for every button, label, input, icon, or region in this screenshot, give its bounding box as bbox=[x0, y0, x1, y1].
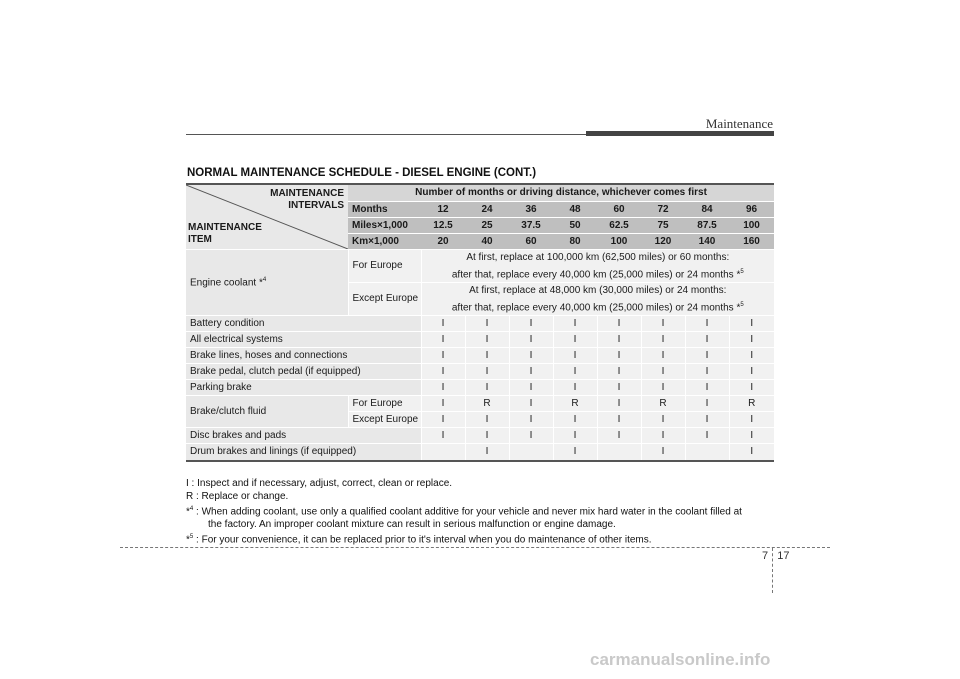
months-cell: 60 bbox=[597, 201, 641, 217]
table-corner bbox=[186, 184, 348, 249]
km-label: Km×1,000 bbox=[348, 233, 421, 249]
miles-cell: 12.5 bbox=[421, 217, 465, 233]
miles-cell: 25 bbox=[465, 217, 509, 233]
engine-coolant-label: Engine coolant *$^4$ bbox=[186, 249, 348, 316]
table-row: Brake/clutch fluid For Europe I R I R I R I R bbox=[186, 396, 774, 412]
table-row: Drum brakes and linings (if equipped) I I I I bbox=[186, 444, 774, 461]
months-cell: 72 bbox=[641, 201, 685, 217]
schedule-heading: NORMAL MAINTENANCE SCHEDULE - DIESEL ENGINE (CONT.) bbox=[187, 167, 537, 179]
km-cell: 60 bbox=[509, 233, 553, 249]
km-cell: 160 bbox=[729, 233, 774, 249]
km-cell: 20 bbox=[421, 233, 465, 249]
miles-cell: 87.5 bbox=[685, 217, 729, 233]
watermark: carmanualsonline.info bbox=[590, 650, 771, 669]
months-cell: 12 bbox=[421, 201, 465, 217]
miles-cell: 62.5 bbox=[597, 217, 641, 233]
header-rule-accent bbox=[586, 131, 774, 136]
corner-intervals-label: MAINTENANCE INTERVALS bbox=[270, 188, 344, 211]
table-row: Brake lines, hoses and connections I I I I I I I I bbox=[186, 348, 774, 364]
header-rule bbox=[186, 134, 586, 135]
km-cell: 40 bbox=[465, 233, 509, 249]
maintenance-schedule-table bbox=[186, 183, 774, 462]
span-header: Number of months or driving distance, whichever comes first bbox=[348, 184, 774, 201]
km-cell: 80 bbox=[553, 233, 597, 249]
note-5: *$^5$ : For your convenience, it can be replaced prior to it's interval when you do maintenance of other items. bbox=[186, 534, 652, 546]
note-4-continued: the factory. An improper coolant mixture can result in serious malfunction or engine damage. bbox=[208, 518, 616, 530]
km-cell: 140 bbox=[685, 233, 729, 249]
table-row: Brake pedal, clutch pedal (if equipped) I I I I I I I I bbox=[186, 364, 774, 380]
months-cell: 24 bbox=[465, 201, 509, 217]
miles-label: Miles×1,000 bbox=[348, 217, 421, 233]
miles-cell: 37.5 bbox=[509, 217, 553, 233]
note-inspect: I : Inspect and if necessary, adjust, correct, clean or replace. bbox=[186, 478, 453, 489]
miles-cell: 75 bbox=[641, 217, 685, 233]
note-4: *$^4$ : When adding coolant, use only a qualified coolant additive for your vehicle and never mix hard water in the coolant filled at bbox=[186, 506, 742, 518]
page-number: 7 17 bbox=[762, 550, 790, 562]
miles-cell: 50 bbox=[553, 217, 597, 233]
table-row: Except Europe I I I I I I I I bbox=[186, 412, 774, 428]
km-cell: 120 bbox=[641, 233, 685, 249]
brake-fluid-label: Brake/clutch fluid bbox=[186, 396, 348, 428]
months-cell: 48 bbox=[553, 201, 597, 217]
miles-cell: 100 bbox=[729, 217, 774, 233]
table-row: All electrical systems I I I I I I I I bbox=[186, 332, 774, 348]
coolant-except-interval: At first, replace at 48,000 km (30,000 miles) or 24 months: after that, replace every 40,000 km (25,000 miles) or 24 months *$^5$ bbox=[421, 282, 774, 315]
km-cell: 100 bbox=[597, 233, 641, 249]
months-label: Months bbox=[348, 201, 421, 217]
months-cell: 84 bbox=[685, 201, 729, 217]
legend-notes bbox=[186, 478, 776, 547]
note-replace: R : Replace or change. bbox=[186, 490, 289, 502]
coolant-europe-label: For Europe bbox=[348, 249, 421, 282]
page-number-separator bbox=[772, 548, 773, 593]
months-cell: 96 bbox=[729, 201, 774, 217]
table-row: Battery condition I I I I I I I I bbox=[186, 316, 774, 332]
months-cell: 36 bbox=[509, 201, 553, 217]
section-title: Maintenance bbox=[705, 116, 773, 131]
table-row: Disc brakes and pads I I I I I I I I bbox=[186, 428, 774, 444]
table-row: Parking brake I I I I I I I I bbox=[186, 380, 774, 396]
corner-item-label: MAINTENANCE ITEM bbox=[188, 221, 262, 245]
coolant-europe-interval: At first, replace at 100,000 km (62,500 miles) or 60 months: after that, replace every 40,000 km (25,000 miles) or 24 months *$^5$ bbox=[421, 249, 774, 282]
footer-rule bbox=[120, 547, 830, 548]
coolant-except-label: Except Europe bbox=[348, 282, 421, 315]
